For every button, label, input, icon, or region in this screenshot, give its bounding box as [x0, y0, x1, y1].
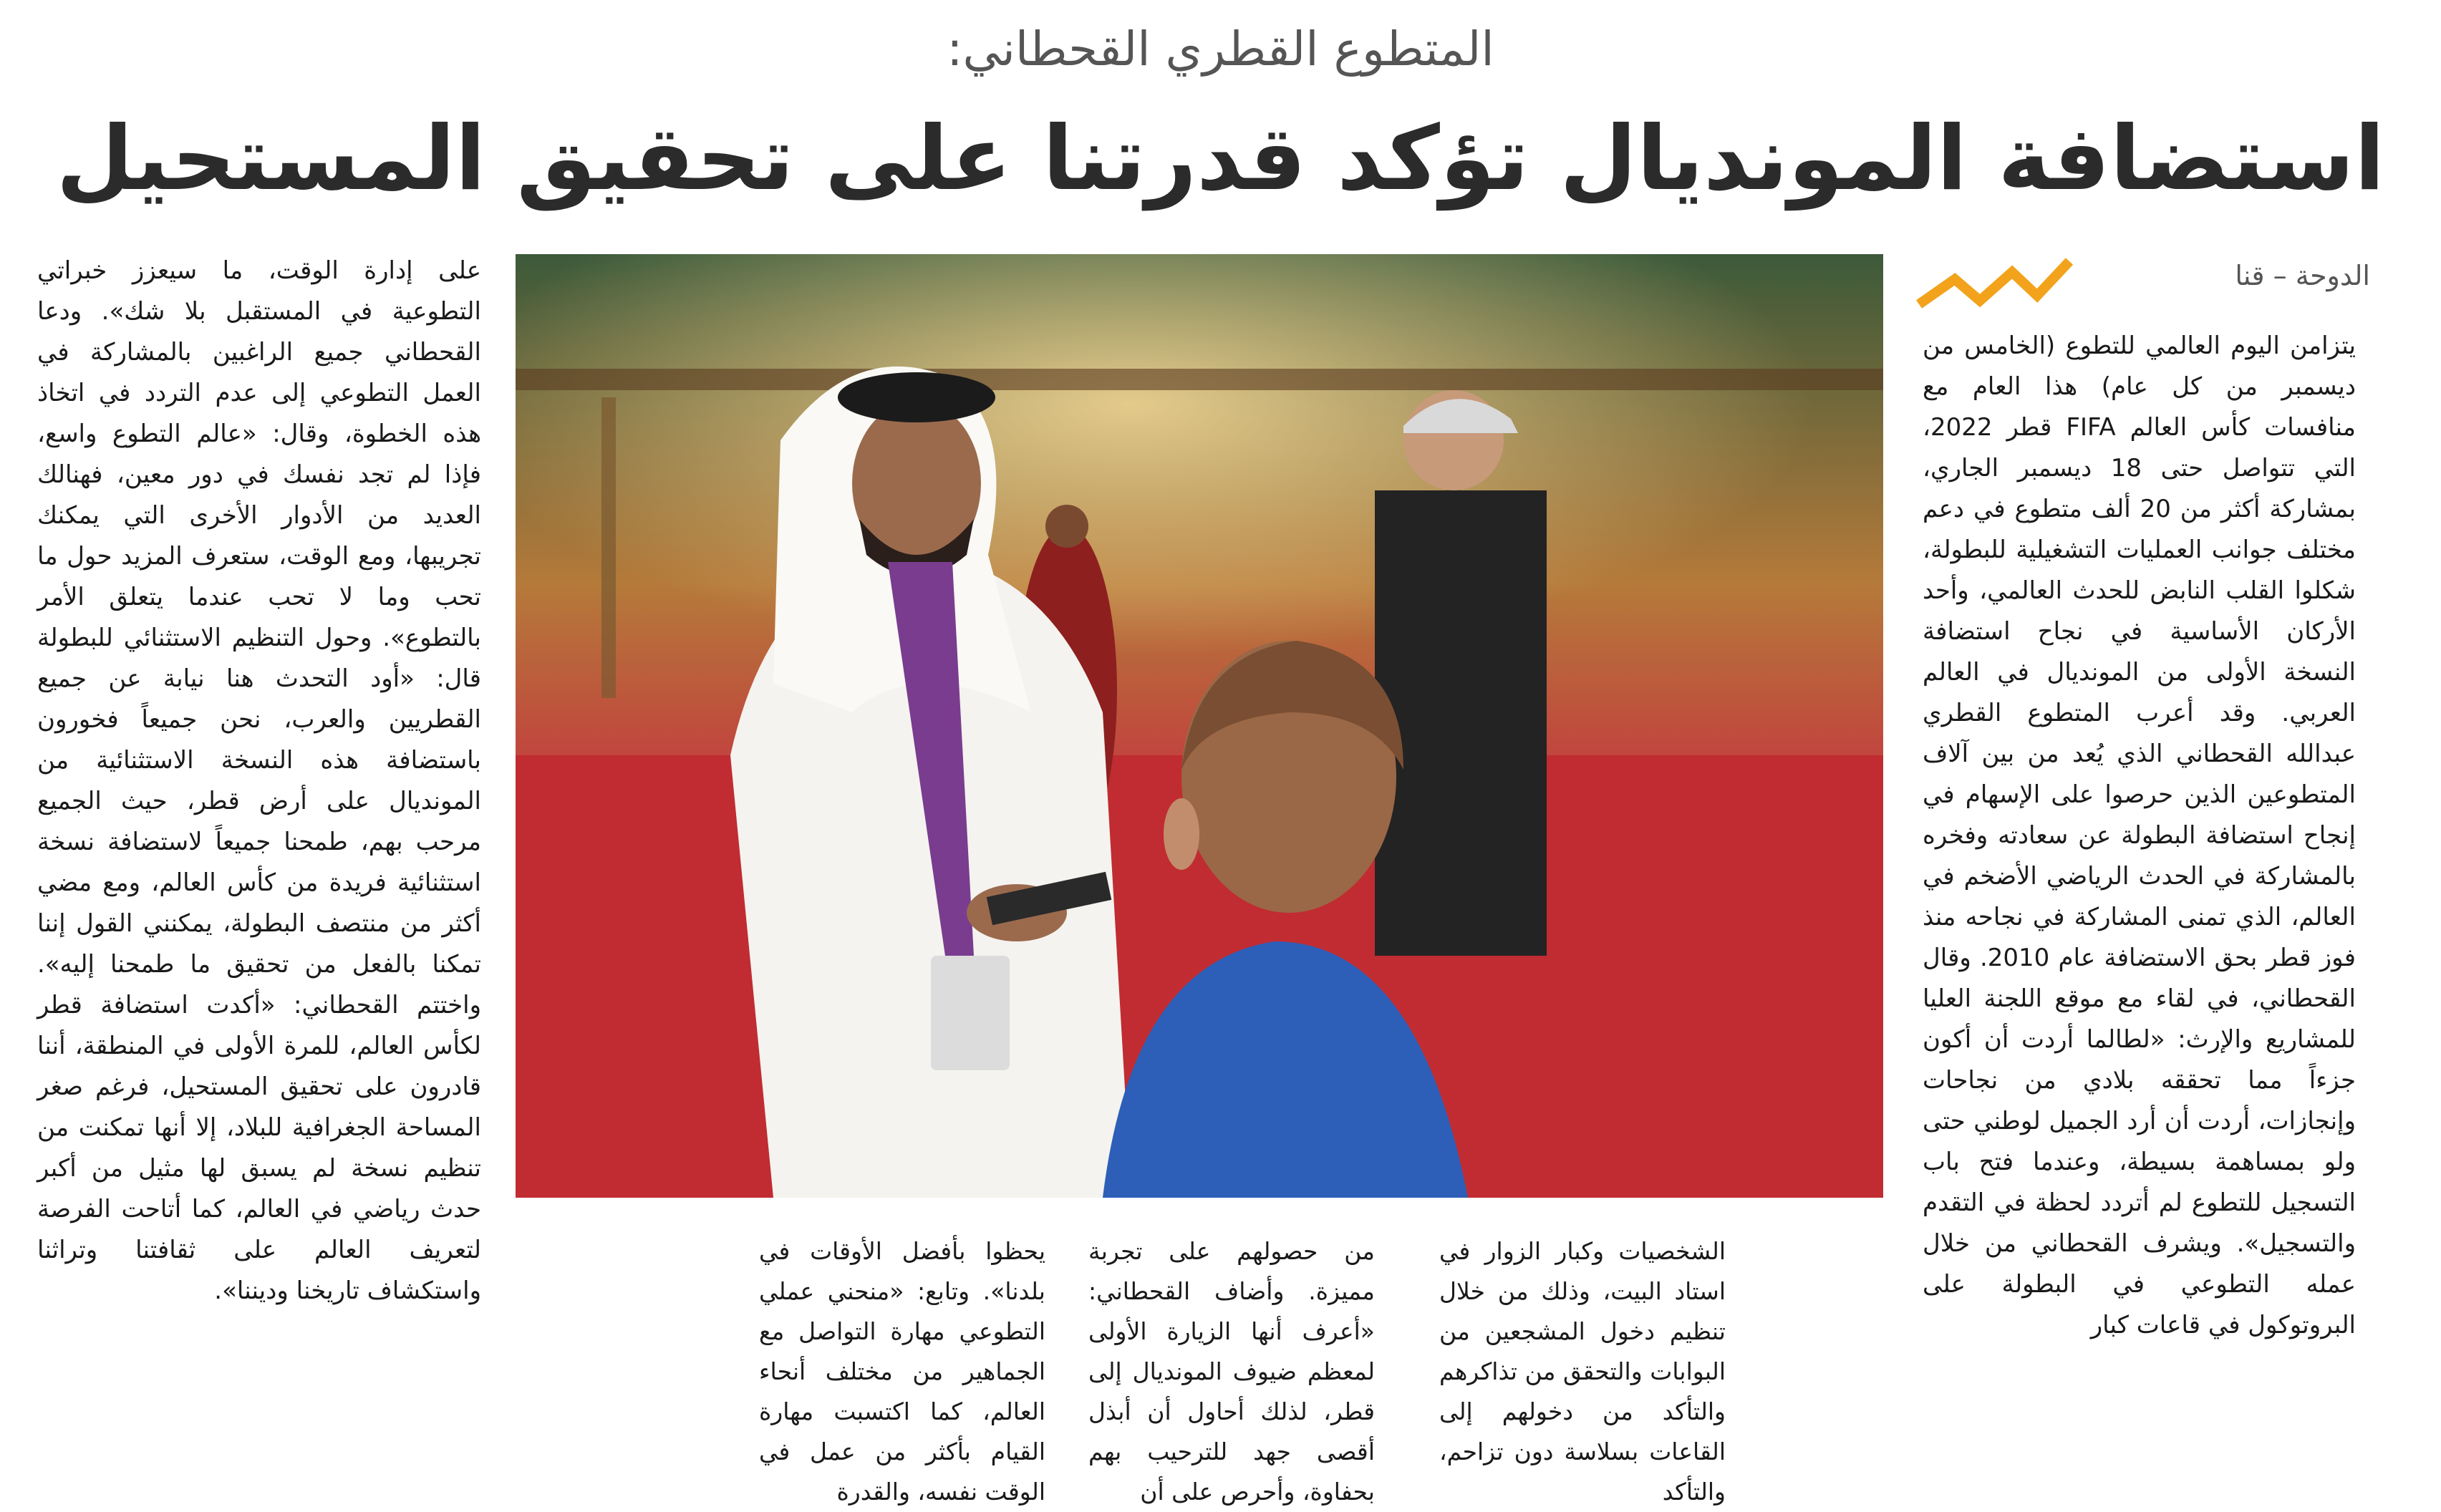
article-column-bottom-2: من حصولهم على تجربة مميزة. وأضاف القحطاني: «أعرف أنها الزيارة الأولى لمعظم ضيوف المونديال إلى قطر، لذلك أحاول أن أبذل أقصى جهد للترحيب بهم بحفاوة، وأحرص على أن — [1088, 1237, 1375, 1506]
article-column-right: يتزامن اليوم العالمي للتطوع (الخامس من ديسمبر من كل عام) هذا العام مع منافسات كأس العالم FIFA قطر 2022، التي تتواصل حتى 18 ديسمبر الجاري، بمشاركة أكثر من 20 ألف متطوع في دعم مختلف جوانب العمليات التشغيلية للبطولة، شكلوا القلب النابض للحدث العالمي، وأحد الأركان الأساسية في نجاح استضافة النسخة الأولى من المونديال في العالم العربي. وقد أعرب المتطوع القطري عبدالله القحطاني الذي يُعد من بين آلاف المتطوعين الذين حرصوا على الإسهام في إنجاح استضافة البطولة عن سعادته وفخره بالمشاركة في الحدث الرياضي الأضخم في العالم، الذي تمنى المشاركة في نجاحه منذ فوز قطر بحق الاستضافة عام 2010. وقال القحطاني، في لقاء مع موقع اللجنة العليا للمشاريع والإرث: «لطالما أردت أن أكون جزءاً مما تحققه بلادي من نجاحات وإنجازات، أردت أن أرد الجميل لوطني حتى ولو بمساهمة بسيطة، وعندما فتح باب التسجيل للتطوع لم أتردد لحظة في التقدم والتسجيل». ويشرف القحطاني من خلال عمله التطوعي في البطولة على البروتوكول في قاعات كبار — [1923, 331, 2357, 1339]
photo-volunteer-with-fan-icon — [516, 254, 1883, 1198]
article-kicker: المتطوع القطري القحطاني: — [947, 21, 1494, 77]
article-headline: استضافة المونديال تؤكد قدرتنا على تحقيق المستحيل — [56, 107, 2385, 210]
article-photo — [516, 254, 1883, 1198]
dateline: الدوحة – قنا — [2235, 260, 2370, 291]
article-column-bottom-1: الشخصيات وكبار الزوار في استاد البيت، وذلك من خلال تنظيم دخول المشجعين من البوابات والتحقق من تذاكرهم والتأكد من دخولهم إلى القاعات بسلاسة دون تزاحم، والتأكد — [1439, 1237, 1726, 1506]
article-column-left: على إدارة الوقت، ما سيعزز خبراتي التطوعية في المستقبل بلا شك». ودعا القحطاني جميع الراغبين بالمشاركة في العمل التطوعي إلى عدم التردد في اتخاذ هذه الخطوة، وقال: «عالم التطوع واسع، فإذا لم تجد نفسك في دور معين، فهنالك العديد من الأدوار الأخرى التي يمكنك تجريبها، ومع الوقت، ستعرف المزيد حول ما تحب وما لا تحب عندما يتعلق الأمر بالتطوع». وحول التنظيم الاستثنائي للبطولة قال: «أود التحدث هنا نيابة عن جميع القطريين والعرب، نحن جميعاً فخورون باستضافة هذه النسخة الاستثنائية من المونديال على أرض قطر، حيث الجميع مرحب بهم، طمحنا جميعاً لاستضافة نسخة استثنائية فريدة من كأس العالم، ومع مضي أكثر من منتصف البطولة، يمكنني القول إننا تمكنا بالفعل من تحقيق ما طمحنا إليه». واختتم القحطاني: «أكدت استضافة قطر لكأس العالم، للمرة الأولى في المنطقة، أننا قادرون على تحقيق المستحيل، فرغم صغر المساحة الجغرافية للبلاد، إلا أنها تمكنت من تنظيم نسخة لم يسبق لها مثيل من أكبر حدث رياضي في العالم، كما أتاحت الفرصة لتعريف العالم على ثقافتنا وتراثنا واستكشاف تاريخنا وديننا». — [37, 256, 481, 1305]
zigzag-logo-icon — [1912, 254, 2077, 311]
dateline-block — [1912, 254, 2370, 311]
article-column-bottom-3: يحظوا بأفضل الأوقات في بلدنا». وتابع: «منحني عملي التطوعي مهارة التواصل مع الجماهير من مختلف أنحاء العالم، كما اكتسبت مهارة القيام بأكثر من عمل في الوقت نفسه، والقدرة — [759, 1237, 1045, 1506]
